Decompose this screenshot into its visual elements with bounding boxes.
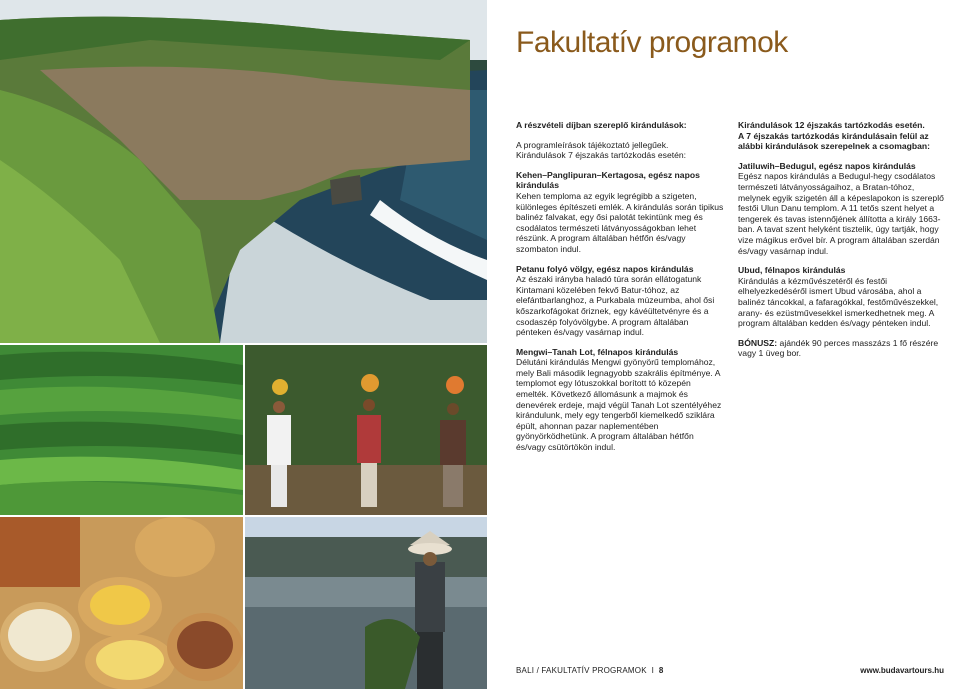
trip-description: Délutáni kirándulás Mengwi gyönyörű templomához, mely Bali második legnagyobb szakrális építménye. A templomot egy lótuszokkal borított tó közepén emelték. Következő állomásunk a majmok és denevérek erdeje, majd végül Tanah Lot szentélyéhez kirándulunk, mely egy tengerből kiemelkedő sziklára épült, ahonnan pazar naplementében gyönyörködhetünk. A program általában hétfőn és/vagy csütörtökön indul. <box>516 357 722 453</box>
footer-website: www.budavartours.hu <box>860 666 944 675</box>
left-text-column <box>516 120 724 462</box>
trip-heading: Kehen–Panglipuran–Kertagosa, egész napos kirándulás <box>516 169 700 191</box>
trip-heading: Petanu folyó völgy, egész napos kirándulás <box>516 263 694 274</box>
trip-item <box>516 264 724 338</box>
trip-description: Kirándulás a kézművészetéről és festői elhelyezkedéséről ismert Ubud városába, ahol a balinéz táncokkal, a fafaragókkal, festőművészekkel, arany- és ezüstművesekkel ismerkedhetnek meg. A program általában kedden és/vagy pénteken indul. <box>738 275 939 329</box>
dim-sum-photo <box>0 517 243 689</box>
right-text-column <box>738 120 944 368</box>
bonus-note <box>738 338 944 359</box>
disclaimer-text: A programleírások tájékoztató jellegűek. <box>516 139 669 150</box>
trip-description: Kehen temploma az egyik legrégibb a szigeten, különleges építészeti emlék. A kirándulás során tipikus balinéz falvakat, egy ősi palotát tekintünk meg és csodálatos természeti látványosságokban lehet részünk. A program általában hétfőn és/vagy szombaton indul. <box>516 190 724 254</box>
included-trips-heading: A részvételi díjban szereplő kirándulások: <box>516 120 687 130</box>
trip-description: Az északi irányba haladó túra során ellátogatunk Kintamani közelében fekvő Batur-tóhoz, az elefántbarlanghoz, a Purkabala múzeumba, ahol ősi kőszarkofágokat őriznek, egy kávéültetvényre és a csodaszép folyóvölgybe. A program általában pénteken és/vagy vasárnap indul. <box>516 274 715 338</box>
bonus-text: ajándék 90 perces masszázs 1 fő részére vagy 1 üveg bor. <box>738 337 939 359</box>
trip-item <box>738 161 944 256</box>
footer-breadcrumb: BALI / FAKULTATÍV PROGRAMOK <box>516 666 647 675</box>
twelve-night-heading: Kirándulások 12 éjszakás tartózkodás esetén. <box>738 120 925 130</box>
trip-item <box>516 170 724 255</box>
trip-heading: Ubud, félnapos kirándulás <box>738 265 846 276</box>
rice-terrace-photo <box>0 345 243 515</box>
seaweed-farmer-photo <box>245 517 487 689</box>
trip-heading: Jatiluwih–Bedugul, egész napos kirándulás <box>738 160 916 171</box>
offering-women-photo <box>245 345 487 515</box>
trip-heading: Mengwi–Tanah Lot, félnapos kirándulás <box>516 346 679 357</box>
footer-separator: I <box>651 666 655 675</box>
bonus-label: BÓNUSZ: <box>738 337 778 348</box>
trip-item <box>738 265 944 329</box>
trip-description: Egész napos kirándulás a Bedugul-hegy csodálatos természeti látványosságaihoz, a Bratan-tóhoz, melynek egyik szigetén áll a képeslapokon is szereplő festői Ulun Danu templom. A 11 tetős szent helyet a tengerek és tavas istennőjének állította a király 1663-ban. A tavat szent helyként tisztelik, úgy tartják, hogy vize mágikus erővel bír. A program általában szerdán és/vagy vasárnap indul. <box>738 171 944 256</box>
cliff-ocean-photo <box>0 0 487 343</box>
footer-section-label <box>516 666 664 675</box>
page-number: 8 <box>658 666 664 675</box>
seven-night-label: Kirándulások 7 éjszakás tartózkodás esetén: <box>516 150 687 161</box>
trip-item <box>516 347 724 453</box>
page-title: Fakultatív programok <box>516 26 788 59</box>
twelve-night-subheading: A 7 éjszakás tartózkodás kirándulásain felül az alábbi kirándulások szerepelnek a csomagban: <box>738 130 930 152</box>
